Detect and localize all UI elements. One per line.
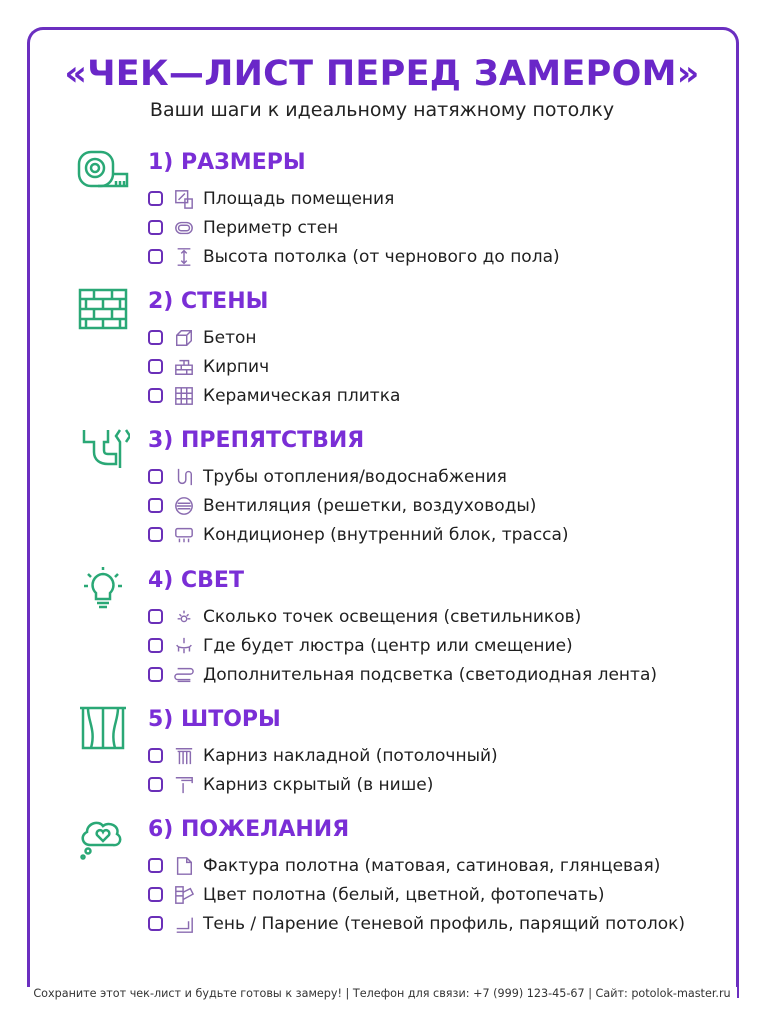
checklist-item-label: Карниз скрытый (в нише)	[203, 774, 434, 795]
light-point-icon	[173, 606, 195, 628]
checklist-item-label: Площадь помещения	[203, 188, 395, 209]
checkbox[interactable]	[148, 498, 163, 513]
checklist-item-label: Дополнительная подсветка (светодиодная лента)	[203, 664, 657, 685]
checklist-item[interactable]	[148, 462, 569, 491]
thought-heart-icon	[76, 815, 130, 861]
brick-icon	[173, 356, 195, 378]
checkbox[interactable]	[148, 388, 163, 403]
checkbox[interactable]	[148, 527, 163, 542]
checklist-item[interactable]	[148, 770, 498, 799]
checklist-item[interactable]	[148, 520, 569, 549]
checklist-item[interactable]	[148, 909, 685, 938]
pipe-icon	[173, 466, 195, 488]
checklist-item-label: Бетон	[203, 327, 257, 348]
vent-icon	[173, 495, 195, 517]
checkbox[interactable]	[148, 887, 163, 902]
section-heading: 6) ПОЖЕЛАНИЯ	[148, 817, 350, 842]
checkbox[interactable]	[148, 667, 163, 682]
checklist-item[interactable]	[148, 602, 657, 631]
checklist-item-label: Периметр стен	[203, 217, 339, 238]
ceiling-cornice-icon	[173, 745, 195, 767]
checkbox[interactable]	[148, 638, 163, 653]
checklist-item[interactable]	[148, 631, 657, 660]
checkbox[interactable]	[148, 249, 163, 264]
pipes-wrench-icon	[76, 426, 130, 472]
checkbox[interactable]	[148, 220, 163, 235]
air-conditioner-icon	[173, 524, 195, 546]
led-strip-icon	[173, 664, 195, 686]
checklist-item[interactable]	[148, 741, 498, 770]
texture-icon	[173, 855, 195, 877]
checklist-item[interactable]	[148, 491, 569, 520]
checkbox[interactable]	[148, 858, 163, 873]
section-heading: 3) ПРЕПЯТСТВИЯ	[148, 428, 365, 453]
lightbulb-icon	[76, 566, 130, 612]
checklist-item[interactable]	[148, 381, 400, 410]
checkbox[interactable]	[148, 916, 163, 931]
checklist-item-label: Фактура полотна (матовая, сатиновая, глянцевая)	[203, 855, 661, 876]
checklist-item[interactable]	[148, 213, 560, 242]
checklist-item-label: Карниз накладной (потолочный)	[203, 745, 498, 766]
checklist-item[interactable]	[148, 323, 400, 352]
checklist-item[interactable]	[148, 242, 560, 271]
checklist-item-label: Трубы отопления/водоснабжения	[203, 466, 507, 487]
tile-icon	[173, 385, 195, 407]
checkbox[interactable]	[148, 748, 163, 763]
section-heading: 4) СВЕТ	[148, 568, 244, 593]
checkbox[interactable]	[148, 330, 163, 345]
page-title: «ЧЕК—ЛИСТ ПЕРЕД ЗАМЕРОМ»	[64, 54, 700, 94]
checklist-item-label: Сколько точек освещения (светильников)	[203, 606, 582, 627]
checklist-item[interactable]	[148, 660, 657, 689]
checklist-item-label: Кирпич	[203, 356, 270, 377]
color-palette-icon	[173, 884, 195, 906]
section-heading: 5) ШТОРЫ	[148, 707, 281, 732]
checklist-item-label: Керамическая плитка	[203, 385, 401, 406]
section-heading: 1) РАЗМЕРЫ	[148, 150, 306, 175]
brick-wall-icon	[76, 287, 130, 333]
footer	[0, 987, 764, 1000]
window-curtains-icon	[76, 705, 130, 751]
area-calculator-icon	[173, 188, 195, 210]
checkbox[interactable]	[148, 359, 163, 374]
checkbox[interactable]	[148, 609, 163, 624]
hidden-cornice-icon	[173, 774, 195, 796]
checklist-item[interactable]	[148, 851, 685, 880]
checkbox[interactable]	[148, 777, 163, 792]
checkbox[interactable]	[148, 469, 163, 484]
chandelier-icon	[173, 635, 195, 657]
height-arrow-icon	[173, 246, 195, 268]
checklist-item[interactable]	[148, 352, 400, 381]
page-subtitle: Ваши шаги к идеальному натяжному потолку	[149, 99, 615, 121]
perimeter-icon	[173, 217, 195, 239]
checklist-item[interactable]	[148, 184, 560, 213]
tape-measure-icon	[76, 148, 130, 194]
checklist-item-label: Кондиционер (внутренний блок, трасса)	[203, 524, 569, 545]
footer-text: Сохраните этот чек-лист и будьте готовы к замеру! | Телефон для связи: +7 (999) 123-45-67 | Сайт: potolok-master.ru	[27, 987, 736, 1000]
concrete-block-icon	[173, 327, 195, 349]
checkbox[interactable]	[148, 191, 163, 206]
checklist-item-label: Вентиляция (решетки, воздуховоды)	[203, 495, 537, 516]
section-heading: 2) СТЕНЫ	[148, 289, 269, 314]
checklist-item-label: Где будет люстра (центр или смещение)	[203, 635, 573, 656]
checklist-item-label: Тень / Парение (теневой профиль, парящий потолок)	[203, 913, 686, 934]
shadow-profile-icon	[173, 913, 195, 935]
checklist-item[interactable]	[148, 880, 685, 909]
checklist-item-label: Цвет полотна (белый, цветной, фотопечать)	[203, 884, 605, 905]
checklist-item-label: Высота потолка (от чернового до пола)	[203, 246, 560, 267]
